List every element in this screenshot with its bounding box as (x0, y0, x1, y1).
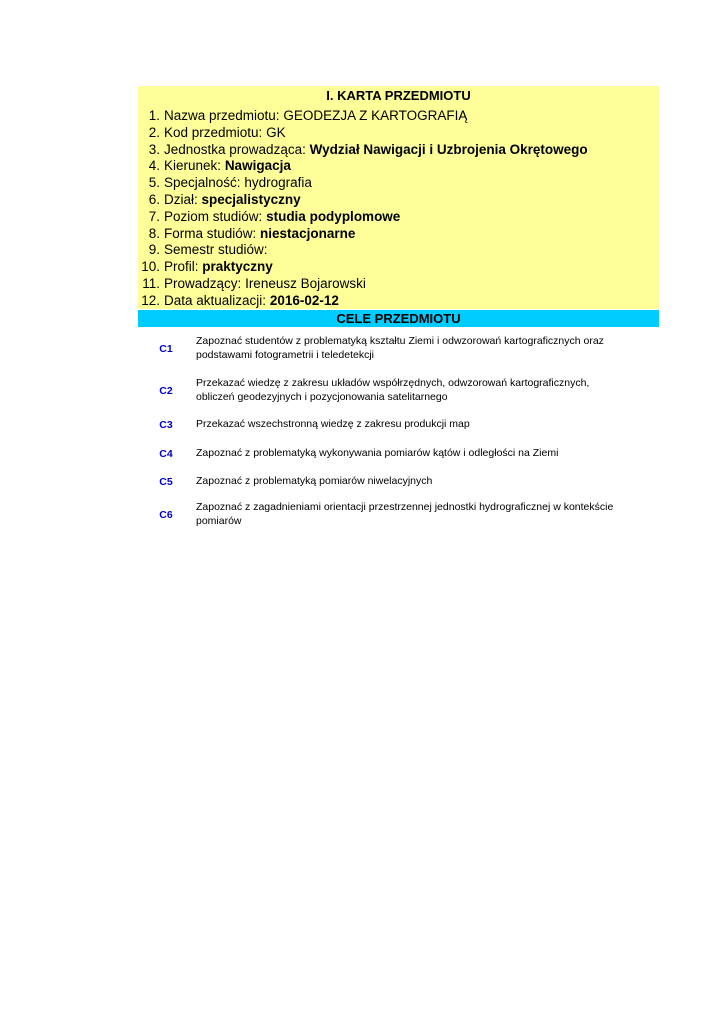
goal-text-line: pomiarów (196, 514, 242, 527)
field-code (138, 125, 659, 142)
field-label: Data aktualizacji: (164, 292, 267, 308)
goal-text (196, 377, 656, 404)
field-name (138, 108, 659, 125)
field-number: 10. (141, 259, 160, 275)
goal-text (196, 501, 656, 528)
field-unit (138, 142, 659, 159)
course-card (138, 86, 659, 309)
card-fields (138, 108, 659, 310)
field-value: Wydział Nawigacji i Uzbrojenia Okrętowego (309, 141, 588, 157)
field-level (138, 209, 659, 226)
goal-text-line: Przekazać wszechstronną wiedzę z zakresu produkcji map (196, 418, 470, 430)
field-label: Nazwa przedmiotu: (164, 108, 280, 123)
field-number: 1. (148, 108, 160, 123)
field-number: 11. (142, 275, 160, 291)
field-value: niestacjonarne (260, 225, 356, 241)
goal-item (138, 475, 659, 491)
field-number: 4. (148, 158, 160, 174)
goal-item (138, 377, 659, 407)
field-value: 2016-02-12 (269, 292, 339, 308)
field-number: 12. (141, 292, 160, 308)
field-specialty (138, 175, 659, 192)
field-label: Specjalność: (164, 175, 241, 191)
goal-text (196, 475, 656, 489)
field-number: 3. (148, 141, 160, 157)
goal-code: C6 (159, 509, 173, 521)
goal-code: C2 (159, 385, 173, 397)
field-value: GK (266, 124, 286, 140)
field-value: studia podyplomowe (266, 208, 401, 224)
field-label: Prowadzący: (164, 275, 242, 291)
goal-text-line: Przekazać wiedzę z zakresu układów współrzędnych, odwzorowań kartograficznych, (196, 377, 590, 389)
field-label: Kierunek: (164, 158, 222, 174)
goal-item (138, 335, 659, 365)
field-form (138, 226, 659, 243)
goal-code: C1 (159, 343, 173, 355)
goal-code: C5 (159, 476, 173, 488)
field-value: praktyczny (202, 259, 273, 275)
field-lecturer (138, 276, 659, 293)
field-label: Jednostka prowadząca: (164, 141, 306, 157)
field-number: 5. (148, 175, 160, 191)
goal-text-line: Zapoznać studentów z problematyką kształtu Ziemi i odwzorowań kartograficznych oraz (196, 335, 604, 347)
field-section (138, 192, 659, 209)
field-updated (138, 293, 659, 310)
field-label: Dział: (164, 191, 198, 207)
field-label: Profil: (164, 259, 199, 275)
field-value: Ireneusz Bojarowski (245, 275, 366, 291)
goal-text (196, 335, 656, 362)
card-title: I. KARTA PRZEDMIOTU (326, 88, 471, 103)
field-value: Nawigacja (224, 158, 291, 174)
field-value: hydrografia (244, 175, 312, 191)
goal-text-line: obliczeń geodezyjnych i pozycjonowania satelitarnego (196, 390, 448, 403)
goal-code: C4 (159, 448, 173, 460)
field-value: GEODEZJA Z KARTOGRAFIĄ (283, 108, 468, 123)
goal-item (138, 418, 659, 434)
goal-text (196, 418, 656, 432)
field-number: 8. (148, 225, 160, 241)
field-profile (138, 259, 659, 276)
field-value: specjalistyczny (201, 191, 301, 207)
goal-text (196, 447, 656, 461)
goal-text-line: Zapoznać z zagadnieniami orientacji przestrzennej jednostki hydrograficznej w kontekście (196, 501, 614, 513)
goal-text-line: podstawami fotogrametrii i teledetekcji (196, 348, 374, 361)
field-number: 2. (148, 124, 160, 140)
goal-text-line: Zapoznać z problematyką pomiarów niwelacyjnych (196, 475, 433, 487)
field-number: 9. (148, 242, 160, 258)
field-semester (138, 242, 659, 259)
field-label: Poziom studiów: (164, 208, 263, 224)
field-label: Forma studiów: (164, 225, 257, 241)
goal-item (138, 501, 659, 531)
field-label: Semestr studiów: (164, 242, 268, 258)
goal-text-line: Zapoznać z problematyką wykonywania pomiarów kątów i odległości na Ziemi (196, 447, 559, 459)
field-number: 7. (148, 208, 160, 224)
field-number: 6. (148, 191, 160, 207)
goal-code: C3 (159, 419, 173, 431)
field-direction (138, 158, 659, 175)
goal-item (138, 447, 659, 463)
goals-header: CELE PRZEDMIOTU (138, 310, 659, 327)
field-label: Kod przedmiotu: (164, 124, 263, 140)
